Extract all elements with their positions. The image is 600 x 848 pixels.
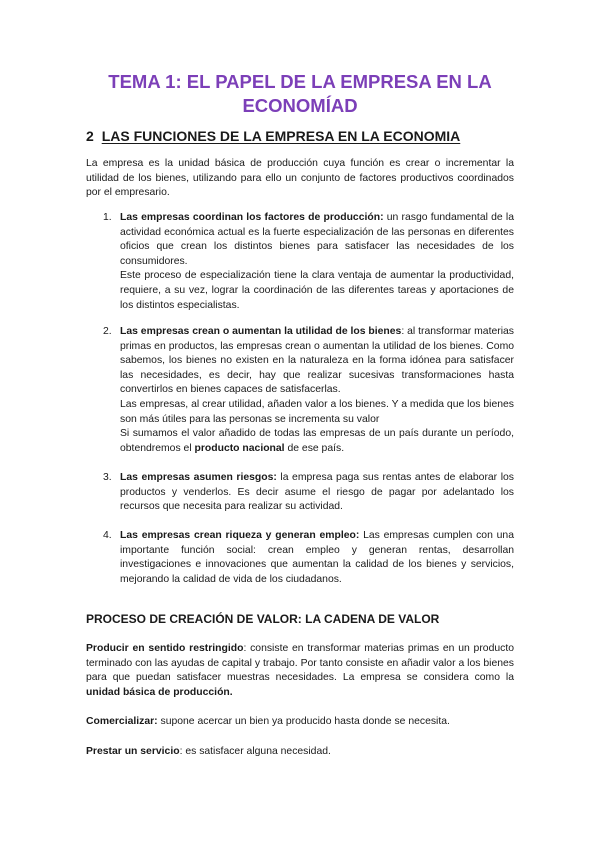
- section-heading: [86, 128, 460, 144]
- list-item-paragraph: [120, 211, 514, 269]
- list-item-number: 1.: [103, 212, 112, 223]
- servicio-paragraph: [86, 745, 514, 760]
- section-heading-text: LAS FUNCIONES DE LA EMPRESA EN LA ECONOMIA: [101, 128, 461, 144]
- title-line-1: TEMA 1: EL PAPEL DE LA EMPRESA EN LA: [108, 71, 492, 92]
- intro-paragraph: La empresa es la unidad básica de producción cuya función es crear o incrementar la utilidad de los bienes, utilizando para ello un conjunto de factores productivos coordinados por el empresario.: [86, 158, 514, 199]
- list-item-paragraph-2: Las empresas, al crear utilidad, añaden valor a los bienes. Y a medida que los bienes son más útiles para las personas se incrementa su valor: [120, 398, 514, 425]
- list-item-text: : al transformar materias primas en productos, las empresas crean o aumentan la utilidad de los bienes. Como sabemos, los bienes no existen en la naturaleza en la forma idónea para satisfacer las necesidades, es decir, hay que realizar sucesivas transformaciones hasta convertirlos en bienes capaces de satisfacerlas.: [120, 326, 514, 396]
- list-item-text: Las empresas cumplen con una importante función social: crean empleo y generan rentas, desarrollan investigaciones e innovaciones que aumentan la calidad de los bienes y servicios, mejorando la calidad de vida de los ciudadanos.: [120, 530, 514, 585]
- servicio-text: : es satisfacer alguna necesidad.: [179, 746, 331, 757]
- section-number: 2: [86, 128, 94, 144]
- list-item-paragraph: [120, 471, 514, 515]
- list-item-paragraph: [120, 325, 514, 398]
- producir-text: : consiste en transformar materias primas en un producto terminado con las ayudas de capital y trabajo. Por tanto consiste en añadir valor a los bienes para que puedan satisfacer muestras necesidades. La empresa se considera como la: [86, 643, 514, 684]
- list-item-text: la empresa paga sus rentas antes de elaborar los productos y venderlos. Es decir asume el riesgo de pagar por adelantado los recursos que necesita para realizar su actividad.: [120, 472, 514, 513]
- comercializar-text: supone acercar un bien ya producido hasta donde se necesita.: [157, 716, 450, 727]
- list-item-text: un rasgo fundamental de la actividad económica actual es la fuerte especialización de las personas en diferentes oficios que crean los distintos bienes para satisfacer las necesidades de los consumidores.: [120, 212, 514, 267]
- producir-bold: unidad básica de producción.: [86, 686, 233, 698]
- list-item-number: 2.: [103, 326, 112, 337]
- servicio-lead: Prestar un servicio: [86, 746, 180, 757]
- document-title: [60, 70, 540, 118]
- list-item-text: de ese país.: [284, 442, 345, 454]
- list-item-number: 3.: [103, 472, 112, 483]
- comercializar-paragraph: [86, 715, 514, 730]
- list-item-text: Si sumamos el valor añadido de todas las empresas de un país durante un período, obtendremos el: [120, 428, 514, 454]
- list-item-lead: Las empresas crean o aumentan la utilidad de los bienes: [120, 326, 402, 337]
- producir-paragraph: [86, 642, 514, 700]
- process-heading: PROCESO DE CREACIÓN DE VALOR: LA CADENA DE VALOR: [86, 612, 440, 626]
- list-item-lead: Las empresas asumen riesgos:: [120, 472, 277, 483]
- comercializar-lead: Comercializar:: [86, 716, 158, 727]
- product-national-term: producto nacional: [194, 442, 285, 454]
- list-item-paragraph: [120, 529, 514, 587]
- list-item-paragraph-3: [120, 427, 514, 456]
- list-item-lead: Las empresas crean riqueza y generan empleo:: [120, 530, 360, 541]
- list-item-lead: Las empresas coordinan los factores de producción:: [120, 212, 384, 223]
- list-item-paragraph-2: Este proceso de especialización tiene la clara ventaja de aumentar la productividad, requiere, a su vez, lograr la coordinación de las diferentes tareas y aportaciones de los distintos especialistas.: [120, 270, 514, 311]
- list-item-number: 4.: [103, 530, 112, 541]
- title-line-2: ECONOMÍAD: [242, 95, 358, 116]
- producir-lead: Producir en sentido restringido: [86, 643, 244, 654]
